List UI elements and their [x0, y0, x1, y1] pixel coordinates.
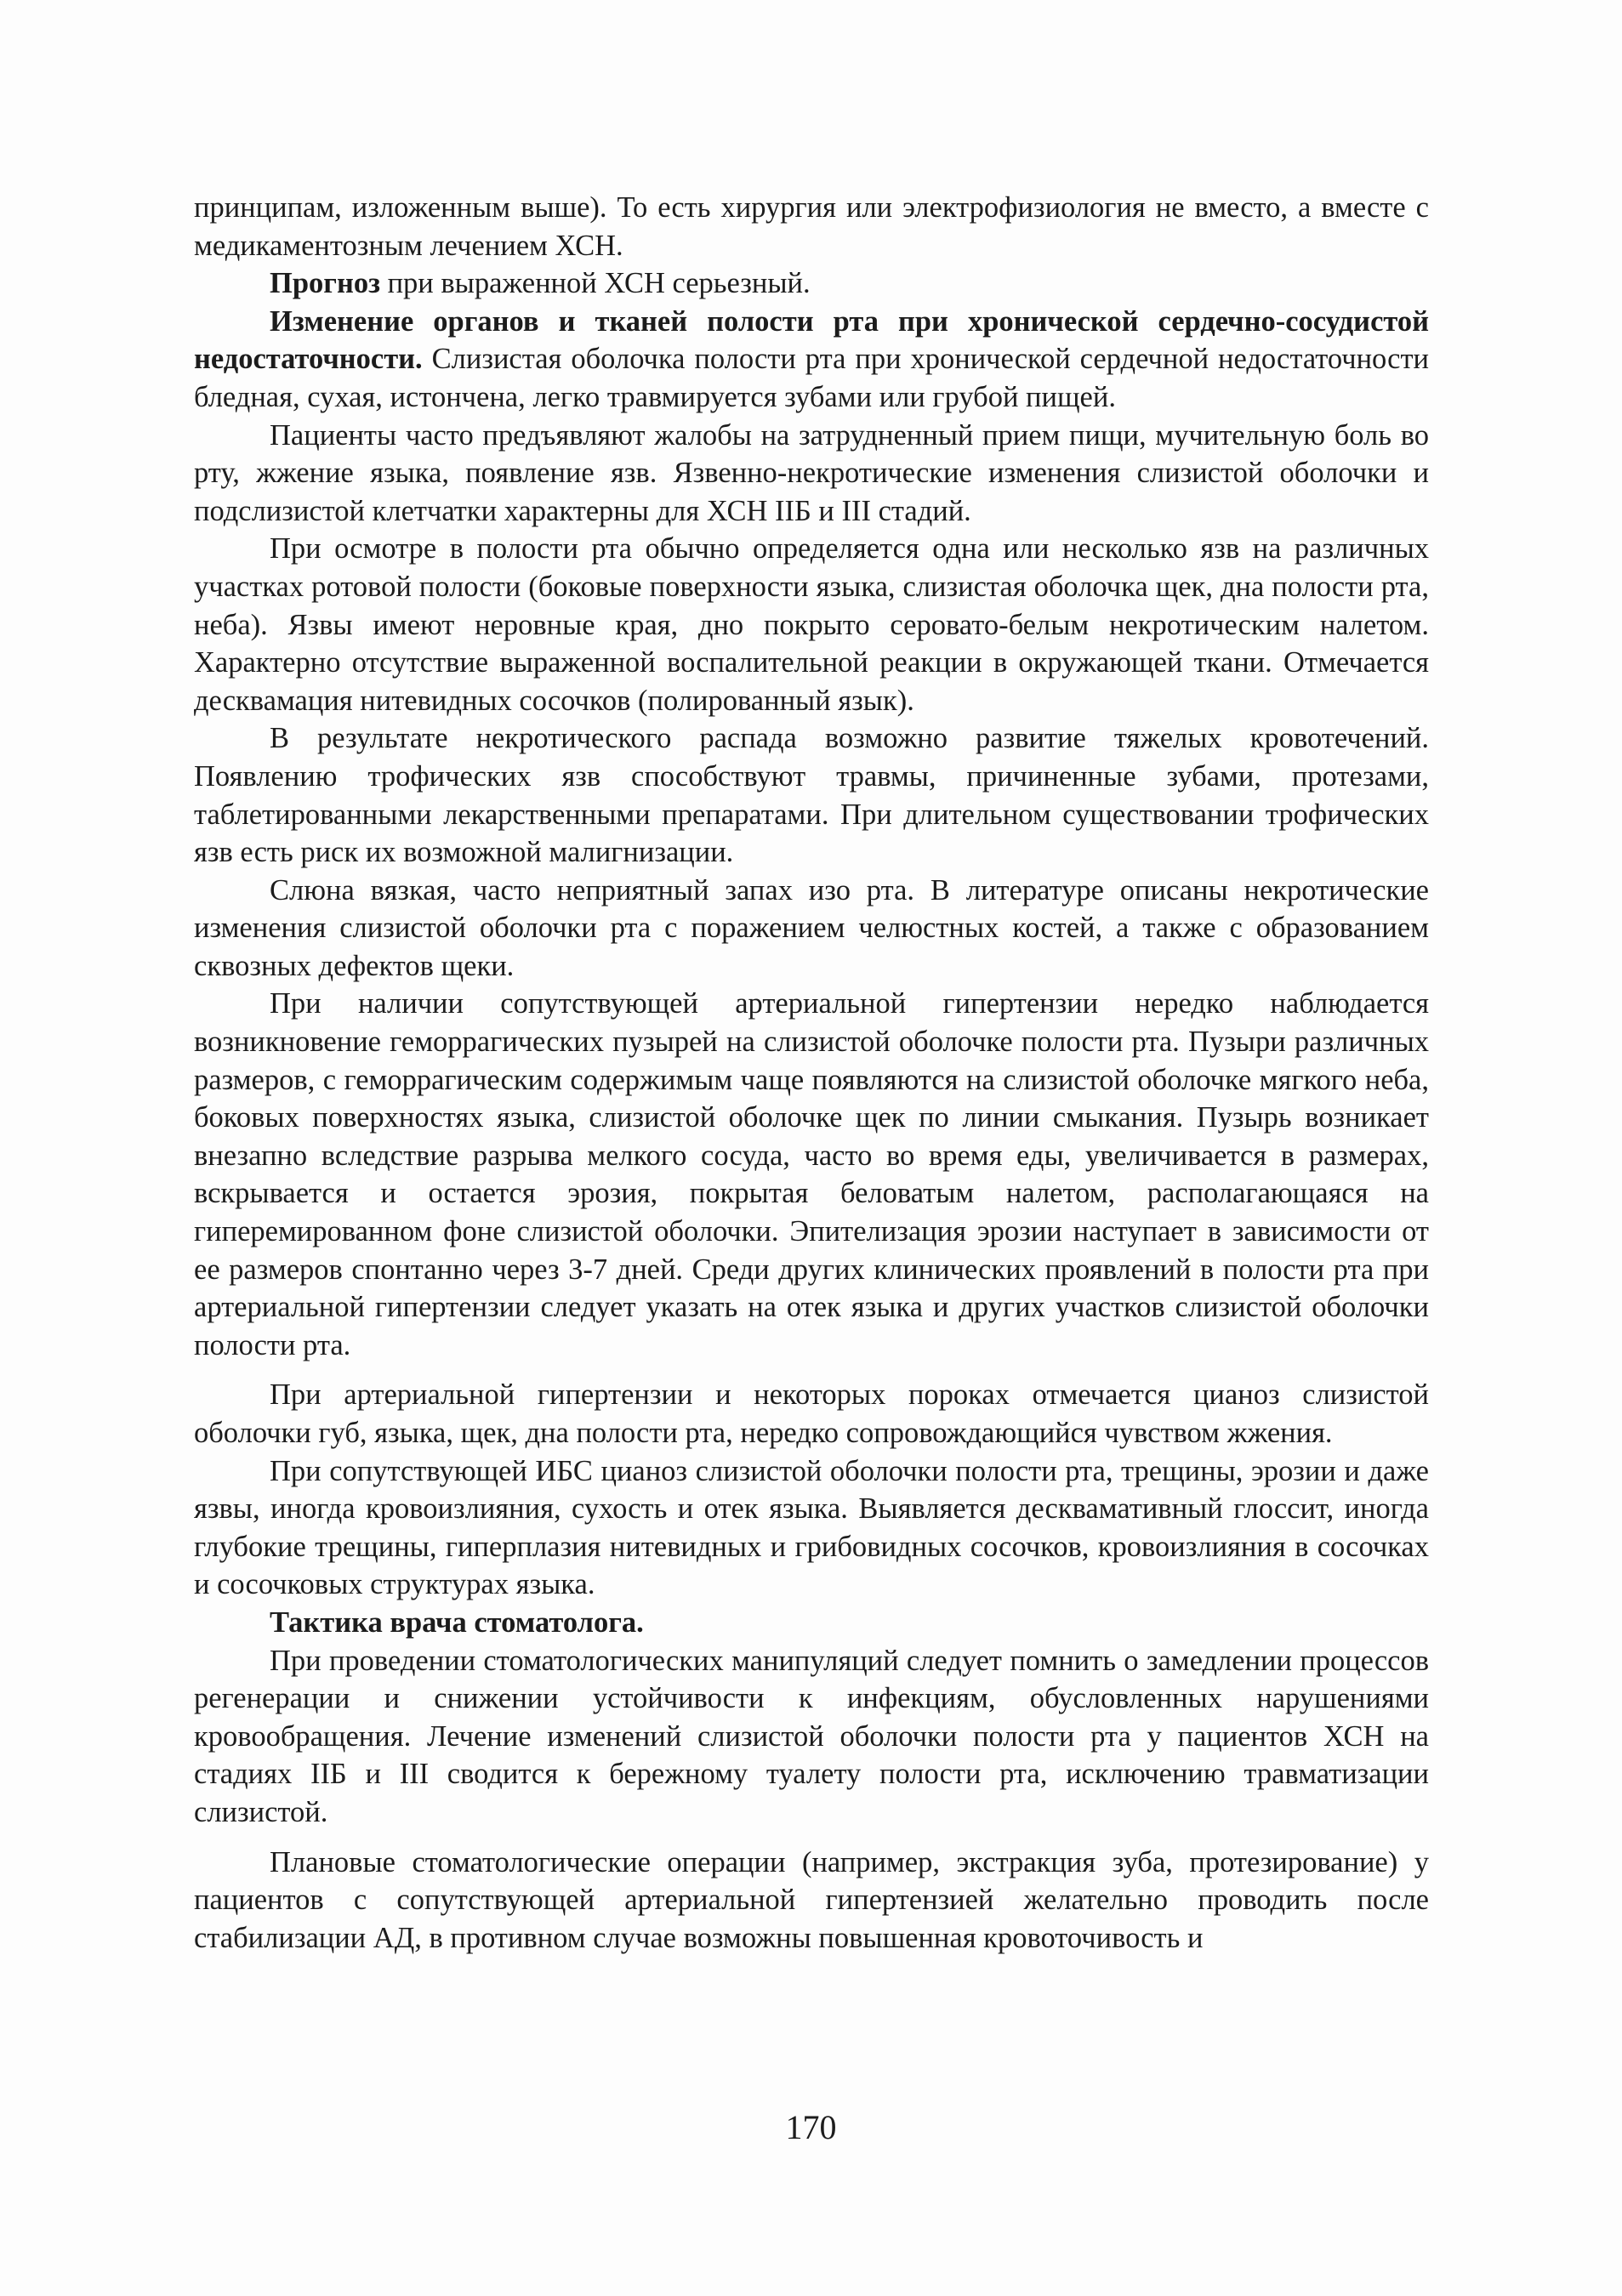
paragraph-continuation	[194, 189, 1429, 264]
paragraph-text: При наличии сопутствующей артериальной гипертензии нередко наблюдается возникновение геморрагических пузырей на слизистой оболочке полости рта. Пузыри различных размеров, с геморрагическим содержимым чаще появляются на слизистой оболочке мягкого неба, боковых поверхностях языка, слизистой оболочке щек по линии смыкания. Пузырь возникает внезапно вследствие разрыва мелкого сосуда, часто во время еды, увеличивается в размерах, вскрывается и остается эрозия, покрытая беловатым налетом, располагающаяся на гиперемированном фоне слизистой оболочки. Эпителизация эрозии наступает в зависимости от ее размеров спонтанно через 3-7 дней. Среди других клинических проявлений в полости рта при артериальной гипертензии следует указать на отек языка и других участков слизистой оболочки полости рта.	[194, 987, 1429, 1361]
paragraph-prognosis	[194, 264, 1429, 303]
paragraph-manipulations	[194, 1642, 1429, 1832]
paragraph-text: В результате некротического распада возможно развитие тяжелых кровотечений. Появлению трофических язв способствуют травмы, причиненные зубами, протезами, таблетированными лекарственными препаратами. При длительном существовании трофических язв есть риск их возможной малигнизации.	[194, 722, 1429, 869]
body-text	[194, 189, 1429, 1957]
paragraph-text: При сопутствующей ИБС цианоз слизистой оболочки полости рта, трещины, эрозии и даже язвы, иногда кровоизлияния, сухость и отек языка. Выявляется десквамативный глоссит, иногда глубокие трещины, гиперплазия нитевидных и грибовидных сосочков, кровоизлияния в сосочках и сосочковых структурах языка.	[194, 1454, 1429, 1601]
paragraph-bleeding	[194, 719, 1429, 871]
paragraph-text: Слюна вязкая, часто неприятный запах изо рта. В литературе описаны некротические изменения слизистой оболочки рта с поражением челюстных костей, а также с образованием сквозных дефектов щеки.	[194, 873, 1429, 982]
paragraph-hypertension	[194, 985, 1429, 1364]
paragraph-examination	[194, 530, 1429, 719]
paragraph-text: Плановые стоматологические операции (например, экстракция зуба, протезирование) у пациентов с сопутствующей артериальной гипертензией желательно проводить после стабилизации АД, в противном случае возможны повышенная кровоточивость и	[194, 1845, 1429, 1954]
paragraph-cyanosis	[194, 1376, 1429, 1452]
paragraph-complaints	[194, 417, 1429, 531]
paragraph-text: Слизистая оболочка полости рта при хронической сердечной недостаточности бледная, сухая, истончена, легко травмируется зубами или грубой пищей.	[194, 343, 1429, 413]
prognosis-heading: Прогноз	[270, 267, 380, 300]
paragraph-ibs	[194, 1452, 1429, 1604]
paragraph-oral-changes	[194, 303, 1429, 417]
paragraph-text: при выраженной ХСН серьезный.	[379, 267, 811, 300]
paragraph-text: При проведении стоматологических манипуляций следует помнить о замедлении процессов регенерации и снижении устойчивости к инфекциям, обусловленных нарушениями кровообращения. Лечение изменений слизистой оболочки полости рта у пациентов ХСН на стадиях IIБ и III сводится к бережному туалету полости рта, исключению травматизации слизистой.	[194, 1644, 1429, 1828]
page-number: 170	[785, 2108, 837, 2146]
paragraph-text: Пациенты часто предъявляют жалобы на затрудненный прием пищи, мучительную боль во рту, жжение языка, появление язв. Язвенно-некротические изменения слизистой оболочки и подслизистой клетчатки характерны для ХСН IIБ и III стадий.	[194, 418, 1429, 527]
tactics-heading: Тактика врача стоматолога.	[270, 1605, 644, 1639]
section-heading-tactics	[194, 1604, 1429, 1642]
paragraph-text: принципам, изложенным выше). То есть хирургия или электрофизиология не вместо, а вместе с медикаментозным лечением ХСН.	[194, 191, 1429, 262]
paragraph-planned-operations	[194, 1844, 1429, 1958]
paragraph-text: При осмотре в полости рта обычно определяется одна или несколько язв на различных участках ротовой полости (боковые поверхности языка, слизистая оболочка щек, дна полости рта, неба). Язвы имеют неровные края, дно покрыто серовато-белым некротическим налетом. Характерно отсутствие выраженной воспалительной реакции в окружающей ткани. Отмечается десквамация нитевидных сосочков (полированный язык).	[194, 532, 1429, 717]
paragraph-text: При артериальной гипертензии и некоторых пороках отмечается цианоз слизистой оболочки губ, языка, щек, дна полости рта, нередко сопровождающийся чувством жжения.	[194, 1378, 1429, 1449]
oral-changes-heading: Изменение органов и тканей полости рта при хронической сердечно-сосудистой недостаточности.	[194, 304, 1429, 376]
paragraph-saliva	[194, 872, 1429, 986]
